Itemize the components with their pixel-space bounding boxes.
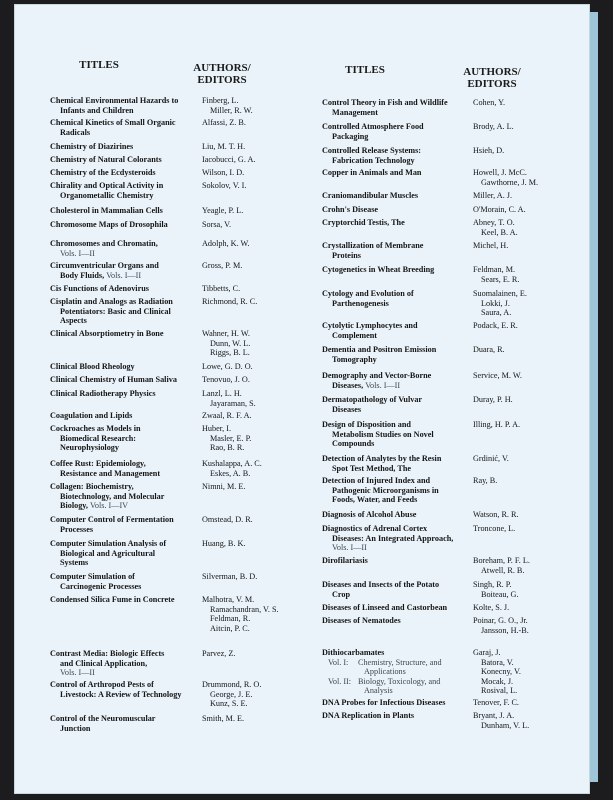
entry-title-line: Diseases	[332, 404, 362, 414]
author-name: O'Morain, C. A.	[473, 205, 526, 214]
author-name: Bryant, J. A.	[473, 711, 515, 720]
entry-title-line: Craniomandibular Muscles	[322, 191, 419, 200]
entry-title-line: Processes	[60, 524, 94, 534]
subvolume-title	[358, 677, 440, 696]
entry-authors	[202, 142, 245, 152]
author-name: Rosival, L.	[481, 686, 518, 696]
entry-title-line: Systems	[60, 558, 89, 568]
entry-authors	[202, 459, 262, 478]
entry-title	[50, 572, 198, 591]
entry-authors	[473, 556, 530, 575]
author-name: Smith, M. E.	[202, 714, 245, 723]
entry-title-line: Packaging	[332, 131, 369, 141]
author-name: Duara, R.	[473, 345, 505, 354]
entry-title	[322, 122, 472, 141]
author-name: Eskes, A. B.	[210, 468, 251, 478]
entry-authors	[202, 539, 245, 549]
entry-title-line: Design of Disposition and	[322, 420, 411, 429]
left-authors-header-line: EDITORS	[197, 74, 247, 86]
author-name: Tibbetts, C.	[202, 284, 241, 293]
entry-title	[322, 205, 472, 215]
author-name: Saura, A.	[481, 308, 512, 318]
catalog-page	[14, 4, 590, 794]
entry-authors	[473, 191, 512, 201]
entry-title-line: DNA Replication in Plants	[322, 711, 415, 720]
entry-authors	[202, 595, 279, 633]
entry-authors	[202, 362, 253, 372]
author-name: Howell, J. McC.	[473, 168, 527, 177]
author-name: Sears, E. R.	[481, 274, 520, 284]
entry-title-line: Spot Test Method, The	[332, 463, 412, 473]
entry-title	[322, 371, 472, 390]
entry-title-line: Crystallization of Membrane	[322, 241, 424, 250]
entry-authors	[202, 424, 251, 453]
entry-title-line: Crop	[332, 589, 351, 599]
entry-title	[322, 648, 472, 696]
author-name: Silverman, B. D.	[202, 572, 258, 581]
entry-title-line: Clinical Blood Rheology	[50, 362, 135, 371]
entry-authors	[202, 168, 244, 178]
entry-title-line: Circumventricular Organs and	[50, 261, 159, 270]
author-name: Podack, E. R.	[473, 321, 518, 330]
entry-title	[322, 168, 472, 178]
author-name: Jansson, H.-B.	[481, 625, 529, 635]
entry-title	[322, 556, 472, 566]
entry-title-line: Fabrication Technology	[332, 155, 415, 165]
entry-title-line: Proteins	[332, 250, 361, 260]
entry-title	[322, 345, 472, 364]
entry-title	[50, 411, 198, 421]
entry-title-line: Aspects	[60, 316, 87, 326]
author-name: Sokolov, V. I.	[202, 181, 247, 190]
entry-title	[322, 711, 472, 721]
entry-authors	[473, 371, 522, 381]
author-name: Lokki, J.	[481, 298, 510, 308]
entry-title-line: Computer Control of Fermentation	[50, 515, 174, 524]
entry-title-line: Collagen: Biochemistry,	[50, 482, 134, 491]
entry-authors	[473, 603, 509, 613]
author-name: Grdinić, V.	[473, 454, 509, 463]
author-name: Masler, E. P.	[210, 433, 252, 443]
entry-title-line: Diseases: An Integrated Approach,	[332, 533, 454, 543]
entry-title	[322, 146, 472, 165]
author-name: Watson, R. R.	[473, 510, 519, 519]
entry-authors	[473, 616, 529, 635]
author-name: Kunz, S. E.	[210, 699, 248, 709]
entry-title-line: Biology, Vols. I—IV	[60, 501, 129, 511]
entry-title-line: Detection of Analytes by the Resin	[322, 454, 442, 463]
right-titles-header-text: TITLES	[345, 64, 385, 76]
entry-title	[50, 329, 198, 339]
entry-title-line: Chromosome Maps of Drosophila	[50, 220, 168, 229]
entry-title-line: Computer Simulation Analysis of	[50, 539, 167, 548]
author-name: Wahner, H. W.	[202, 329, 250, 338]
entry-title-line: Cholesterol in Mammalian Cells	[50, 206, 163, 215]
right-authors-header	[454, 66, 530, 90]
subvolume-label: Vol. I:	[328, 657, 349, 667]
entry-volumes: Vols. I—II	[60, 248, 95, 258]
entry-authors	[202, 515, 253, 525]
entry-title-line: Computer Simulation of	[50, 572, 135, 581]
entry-authors	[473, 420, 520, 430]
author-name: Sorsa, V.	[202, 220, 232, 229]
entry-title-line: Junction	[60, 723, 91, 733]
entry-title-line: Foods, Water, and Feeds	[332, 495, 418, 505]
entry-title	[322, 698, 472, 708]
entry-authors	[473, 648, 521, 696]
entry-title	[322, 241, 472, 260]
entry-title	[50, 714, 198, 733]
entry-subvolume	[322, 658, 472, 677]
entry-title	[322, 265, 472, 275]
subvolume-title-line: Applications	[364, 667, 406, 677]
author-name: Jayaraman, S.	[210, 398, 256, 408]
entry-title	[50, 459, 198, 478]
author-name: Adolph, K. W.	[202, 239, 250, 248]
entry-authors	[202, 261, 242, 271]
entry-authors	[473, 122, 514, 132]
author-name: Feldman, M.	[473, 265, 516, 274]
entry-title-line: Dirofilariasis	[322, 556, 368, 565]
entry-authors	[202, 329, 250, 358]
author-name: Michel, H.	[473, 241, 509, 250]
entry-title-line: Coagulation and Lipids	[50, 411, 133, 420]
entry-title-line: Chemical Environmental Hazards to	[50, 96, 179, 105]
entry-title-line: Resistance and Management	[60, 468, 161, 478]
entry-title-line: Clinical Absorptiometry in Bone	[50, 329, 164, 338]
entry-title-line: DNA Probes for Infectious Diseases	[322, 698, 446, 707]
author-name: Tenover, F. C.	[473, 698, 519, 707]
entry-title-line: Copper in Animals and Man	[322, 168, 422, 177]
author-name: Singh, R. P.	[473, 580, 512, 589]
entry-title	[50, 424, 198, 453]
entry-title-line: Cytology and Evolution of	[322, 289, 414, 298]
entry-title	[50, 649, 198, 678]
entry-title-line: Complement	[332, 330, 378, 340]
entry-authors	[202, 220, 231, 230]
entry-title-line: Radicals	[60, 127, 91, 137]
author-name: George, J. E.	[210, 689, 253, 699]
author-name: Kolte, S. J.	[473, 603, 510, 612]
author-name: Abney, T. O.	[473, 218, 515, 227]
author-name: Gawthorne, J. M.	[481, 177, 539, 187]
entry-title	[50, 118, 198, 137]
author-name: Konecny, V.	[481, 667, 521, 677]
entry-title	[50, 515, 198, 534]
entry-authors	[202, 649, 235, 659]
author-name: Huang, B. K.	[202, 539, 246, 548]
author-name: Ramachandran, V. S.	[210, 604, 279, 614]
entry-authors	[202, 181, 246, 191]
entry-title-line: Tomography	[332, 354, 377, 364]
entry-authors	[473, 168, 538, 187]
entry-title-line: Diseases and Insects of the Potato	[322, 580, 440, 589]
entry-authors	[202, 206, 243, 216]
entry-title-line: Diagnosis of Alcohol Abuse	[322, 510, 417, 519]
author-name: Atwell, R. B.	[481, 565, 525, 575]
author-name: Lanzl, L. H.	[202, 389, 242, 398]
entry-title-line: Control Theory in Fish and Wildlife	[322, 98, 448, 107]
entry-title	[50, 595, 198, 605]
subvolume-title-line: Analysis	[364, 686, 393, 696]
entry-authors	[473, 218, 518, 237]
entry-title-line: Livestock: A Review of Technology	[60, 689, 182, 699]
author-name: Duray, P. H.	[473, 395, 513, 404]
left-authors-header	[184, 62, 260, 86]
entry-title-line: Organometallic Chemistry	[60, 190, 154, 200]
author-name: Miller, R. W.	[210, 105, 253, 115]
author-name: Mocak, J.	[481, 676, 514, 686]
entry-title-line: Carcinogenic Processes	[60, 581, 142, 591]
author-name: Poinar, G. O., Jr.	[473, 616, 528, 625]
entry-title-line: Cis Functions of Adenovirus	[50, 284, 149, 293]
entry-title-line: Dermatopathology of Vulvar	[322, 395, 423, 404]
right-authors-header-line: AUTHORS/	[463, 66, 521, 78]
left-titles-header-text: TITLES	[79, 59, 119, 71]
entry-title-line: Cockroaches as Models in	[50, 424, 141, 433]
entry-authors	[202, 572, 257, 582]
entry-authors	[473, 454, 509, 464]
entry-title-line: Cytolytic Lymphocytes and	[322, 321, 418, 330]
entry-title-line: Clinical Radiotherapy Physics	[50, 389, 156, 398]
entry-title-line: Chromosomes and Chromatin,	[50, 239, 158, 248]
author-name: Boreham, P. F. L.	[473, 556, 530, 565]
entry-authors	[473, 476, 497, 486]
entry-title-line: Biological and Agricultural	[60, 548, 156, 558]
entry-authors	[202, 714, 244, 724]
author-name: Illing, H. P. A.	[473, 420, 521, 429]
author-name: Dunn, W. L.	[210, 338, 251, 348]
entry-volumes: Vols. I—IV	[90, 501, 129, 511]
entry-title-line: Management	[332, 107, 378, 117]
entry-authors	[202, 155, 255, 165]
entry-title	[322, 98, 472, 117]
entry-title-line: Control of Arthropod Pests of	[50, 680, 154, 689]
entry-title	[322, 191, 472, 201]
entry-authors	[202, 239, 250, 249]
entry-title	[322, 395, 472, 414]
entry-authors	[473, 345, 505, 355]
entry-title	[50, 539, 198, 568]
entry-title-line: Potentiators: Basic and Clinical	[60, 306, 171, 316]
entry-title	[322, 476, 472, 505]
entry-authors	[202, 96, 253, 115]
author-name: Drummond, R. O.	[202, 680, 262, 689]
entry-title	[50, 239, 198, 258]
entry-authors	[202, 297, 257, 307]
author-name: Parvez, Z.	[202, 649, 236, 658]
right-titles-header	[340, 64, 390, 76]
entry-volumes: Vols. I—II	[106, 270, 142, 280]
author-name: Batora, V.	[481, 657, 514, 667]
entry-title-line: Compounds	[332, 439, 375, 449]
subvolume-title-line: Chemistry, Structure, and	[358, 657, 442, 667]
entry-title	[50, 220, 198, 230]
author-name: Tenovuo, J. O.	[202, 375, 250, 384]
entry-title	[50, 389, 198, 399]
author-name: Suomalainen, E.	[473, 289, 527, 298]
entry-title-line: Chirality and Optical Activity in	[50, 181, 164, 190]
entry-title-line: Detection of Injured Index and	[322, 476, 431, 485]
entry-authors	[473, 98, 505, 108]
entry-title-line: Chemistry of the Ecdysteroids	[50, 168, 156, 177]
author-name: Aitcin, P. C.	[210, 623, 250, 633]
entry-title-line: Chemistry of Natural Colorants	[50, 155, 162, 164]
entry-title-line: Parthenogenesis	[332, 298, 389, 308]
author-name: Dunham, V. L.	[481, 720, 530, 730]
author-name: Service, M. W.	[473, 371, 522, 380]
author-name: Richmond, R. C.	[202, 297, 258, 306]
entry-title	[50, 142, 198, 152]
entry-authors	[473, 205, 526, 215]
entry-authors	[473, 510, 519, 520]
entry-title-line: Clinical Chemistry of Human Saliva	[50, 375, 177, 384]
entry-title-line: Demography and Vector-Borne	[322, 371, 432, 380]
entry-volumes: Vols. I—II	[365, 380, 401, 390]
entry-title	[322, 510, 472, 520]
entry-authors	[202, 680, 261, 709]
author-name: Boiteau, G.	[481, 589, 519, 599]
left-authors-header-line: AUTHORS/	[193, 62, 251, 74]
author-name: Iacobucci, G. A.	[202, 155, 256, 164]
entry-authors	[473, 265, 519, 284]
author-name: Rao, B. R.	[210, 443, 245, 453]
author-name: Nimni, M. E.	[202, 482, 246, 491]
entry-title-line: Cisplatin and Analogs as Radiation	[50, 297, 173, 306]
author-name: Malhotra, V. M.	[202, 595, 255, 604]
entry-subvolume	[322, 677, 472, 696]
entry-title-line: Metabolism Studies on Novel	[332, 429, 434, 439]
entry-title	[50, 181, 198, 200]
entry-title-line: Diseases, Vols. I—II	[332, 380, 401, 390]
entry-volumes: Vols. I—II	[332, 543, 367, 553]
entry-title	[322, 289, 472, 308]
entry-title	[322, 420, 472, 449]
entry-title	[50, 155, 198, 165]
author-name: Kushalappa, A. C.	[202, 459, 262, 468]
entry-authors	[473, 241, 508, 251]
entry-title-line: Pathogenic Microorganisms in	[332, 485, 439, 495]
entry-title-line: Dementia and Positron Emission	[322, 345, 437, 354]
entry-title	[50, 206, 198, 216]
entry-authors	[473, 711, 529, 730]
left-titles-header	[74, 59, 124, 71]
entry-title-line: Crohn's Disease	[322, 205, 379, 214]
entry-title	[50, 375, 198, 385]
entry-title-line: Condensed Silica Fume in Concrete	[50, 595, 175, 604]
entry-title	[322, 218, 472, 228]
entry-title-line: Control of the Neuromuscular	[50, 714, 156, 723]
author-name: Huber, I.	[202, 424, 231, 433]
entry-title-line: Diseases of Linseed and Castorbean	[322, 603, 448, 612]
author-name: Lowe, G. D. O.	[202, 362, 253, 371]
entry-title	[50, 168, 198, 178]
author-name: Alfassi, Z. B.	[202, 118, 246, 127]
author-name: Gross, P. M.	[202, 261, 243, 270]
author-name: Feldman, R.	[210, 614, 251, 624]
entry-title	[50, 96, 198, 115]
entry-title-line: Cytogenetics in Wheat Breeding	[322, 265, 435, 274]
author-name: Zwaal, R. F. A.	[202, 411, 252, 420]
entry-authors	[202, 482, 245, 492]
author-name: Garaj, J.	[473, 648, 501, 657]
right-authors-header-line: EDITORS	[467, 78, 517, 90]
entry-authors	[202, 389, 256, 408]
author-name: Troncone, L.	[473, 524, 516, 533]
entry-authors	[473, 289, 527, 318]
entry-authors	[202, 411, 252, 421]
entry-title	[50, 482, 198, 511]
entry-title	[322, 580, 472, 599]
entry-authors	[202, 118, 246, 128]
subvolume-title	[358, 658, 442, 677]
entry-title	[50, 284, 198, 294]
entry-title	[50, 680, 198, 699]
author-name: Riggs, B. L.	[210, 348, 250, 358]
entry-title-line: Chemistry of Diazirines	[50, 142, 134, 151]
entry-title-line: Controlled Release Systems:	[322, 146, 421, 155]
entry-title-line: Body Fluids, Vols. I—II	[60, 270, 142, 280]
entry-title-line: and Clinical Application,	[60, 658, 148, 668]
entry-title	[322, 524, 472, 553]
author-name: Brody, A. L.	[473, 122, 514, 131]
entry-authors	[473, 698, 519, 708]
entry-title	[322, 603, 472, 613]
entry-title-line: Dithiocarbamates	[322, 648, 385, 657]
entry-title-line: Infants and Children	[60, 105, 134, 115]
entry-authors	[473, 524, 515, 534]
entry-volumes: Vols. I—II	[60, 668, 95, 678]
page-edge	[590, 12, 598, 782]
entry-title	[50, 362, 198, 372]
subvolume-label: Vol. II:	[328, 676, 352, 686]
entry-authors	[473, 395, 513, 405]
entry-title-line: Contrast Media: Biologic Effects	[50, 649, 165, 658]
author-name: Finberg, L.	[202, 96, 239, 105]
entry-title-line: Cryptorchid Testis, The	[322, 218, 405, 227]
entry-title-line: Biomedical Research:	[60, 433, 137, 443]
entry-title	[50, 261, 198, 280]
entry-title	[50, 297, 198, 326]
entry-title-line: Diagnostics of Adrenal Cortex	[322, 524, 428, 533]
entry-authors	[473, 146, 504, 156]
entry-title-line: Chemical Kinetics of Small Organic	[50, 118, 176, 127]
entry-title	[322, 454, 472, 473]
entry-title-line: Coffee Rust: Epidemiology,	[50, 459, 146, 468]
entry-authors	[473, 321, 518, 331]
subvolume-title-line: Biology, Toxicology, and	[358, 676, 441, 686]
entry-title	[322, 321, 472, 340]
entry-title-line: Controlled Atmosphere Food	[322, 122, 424, 131]
author-name: Liu, M. T. H.	[202, 142, 246, 151]
author-name: Ray, B.	[473, 476, 498, 485]
author-name: Omstead, D. R.	[202, 515, 253, 524]
entry-title-line: Neurophysiology	[60, 443, 119, 453]
author-name: Miller, A. J.	[473, 191, 513, 200]
entry-authors	[202, 284, 240, 294]
author-name: Yeagle, P. L.	[202, 206, 244, 215]
entry-authors	[202, 375, 250, 385]
entry-title	[322, 616, 472, 626]
author-name: Keel, B. A.	[481, 227, 518, 237]
entry-authors	[473, 580, 519, 599]
entry-title-line: Biotechnology, and Molecular	[60, 491, 165, 501]
author-name: Wilson, I. D.	[202, 168, 245, 177]
author-name: Hsieh, D.	[473, 146, 505, 155]
author-name: Cohen, Y.	[473, 98, 506, 107]
entry-title-line: Diseases of Nematodes	[322, 616, 401, 625]
